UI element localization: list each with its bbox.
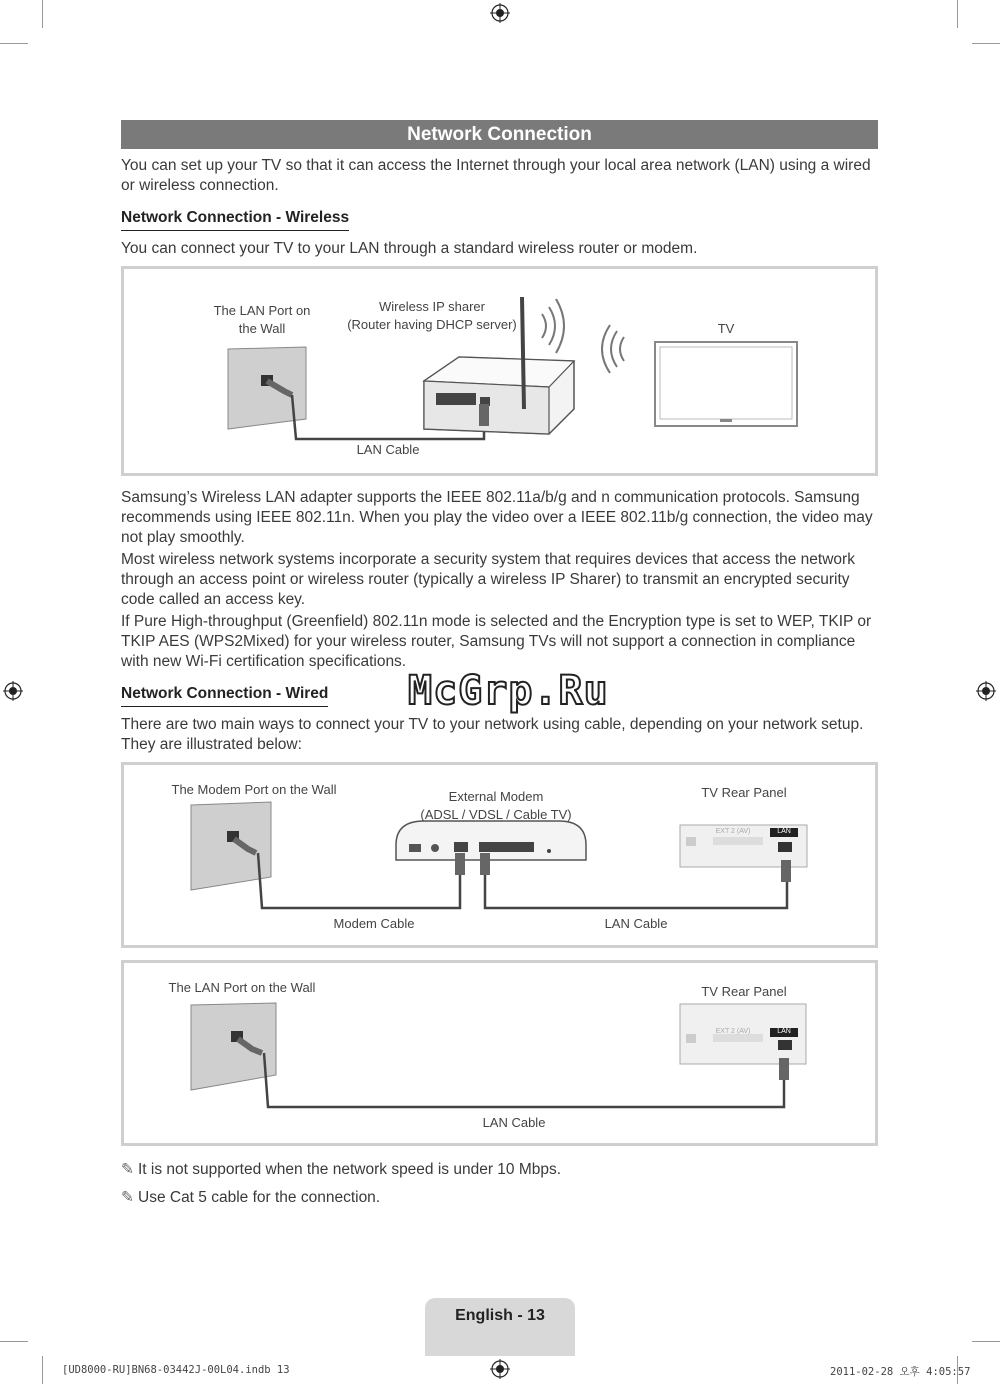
wired-modem-diagram — [121, 762, 878, 948]
wireless-paragraph: Most wireless network systems incorporate a security system that requires devices that access the network through an access point or wireless router (typically a wireless IP Sharer) to transmit an encrypted security code called an access key. — [121, 551, 855, 608]
modem-cable-label: Modem Cable — [333, 916, 415, 931]
pencil-note-icon: ✎ — [121, 1189, 134, 1206]
page-number-tab: English - 13 — [425, 1298, 575, 1356]
tv-rear-panel-label: TV Rear Panel — [701, 785, 787, 800]
wall-port-label: the Wall — [238, 321, 286, 336]
modem-wall-label: The Modem Port on the Wall — [171, 782, 337, 797]
note-item — [121, 1160, 561, 1179]
wireless-paragraph: Samsung’s Wireless LAN adapter supports the IEEE 802.11a/b/g and n communication protocols. Samsung recommends using IEEE 802.11n. When you play the video over a IEEE 802.11b/g connection, the video may not play smoothly. — [121, 489, 873, 546]
router-label: Wireless IP sharer — [379, 299, 485, 314]
wall-port-label: The LAN Port on — [213, 303, 311, 318]
router-label: (Router having DHCP server) — [347, 317, 517, 332]
lan-cable-label: LAN Cable — [604, 916, 668, 931]
intro-paragraph: You can set up your TV so that it can access the Internet through your local area network (LAN) using a wired or wireless connection. — [121, 157, 871, 194]
modem-label: (ADSL / VDSL / Cable TV) — [420, 807, 572, 822]
print-timestamp: 2011-02-28 오후 4:05:57 — [830, 1366, 971, 1378]
crop-mark — [972, 1341, 1000, 1342]
note-text: It is not supported when the network speed is under 10 Mbps. — [138, 1161, 562, 1178]
modem-label: External Modem — [448, 789, 544, 804]
watermark: McGrp.Ru — [408, 668, 609, 714]
ext-port-label: EXT 2 (AV) — [715, 828, 751, 835]
registration-mark-icon — [490, 3, 510, 23]
wired-heading: Network Connection - Wired — [121, 685, 328, 707]
note-text: Use Cat 5 cable for the connection. — [138, 1189, 381, 1206]
note-item — [121, 1188, 380, 1207]
registration-mark-icon — [976, 681, 996, 701]
registration-mark-icon — [3, 681, 23, 701]
crop-mark — [0, 1341, 28, 1342]
crop-mark — [42, 0, 43, 28]
pencil-note-icon: ✎ — [121, 1161, 134, 1178]
wireless-paragraph: If Pure High-throughput (Greenfield) 802.11n mode is selected and the Encryption type is set to WEP, TKIP or TKIP AES (WPS2Mixed) for your wireless router, Samsung TVs will not support a connection in compliance with new Wi-Fi certification specifications. — [121, 613, 872, 670]
crop-mark — [42, 1356, 43, 1384]
wireless-lead: You can connect your TV to your LAN through a standard wireless router or modem. — [121, 240, 698, 257]
tv-rear-panel-label: TV Rear Panel — [701, 984, 787, 999]
crop-mark — [972, 43, 1000, 44]
page-title: Network Connection — [121, 120, 878, 149]
ext-port-label: EXT 2 (AV) — [715, 1028, 751, 1035]
file-info: [UD8000-RU]BN68-03442J-00L04.indb 13 — [62, 1364, 290, 1376]
lan-port-label: LAN — [777, 1028, 791, 1035]
registration-mark-icon — [490, 1359, 510, 1379]
wireless-heading: Network Connection - Wireless — [121, 209, 349, 231]
wireless-diagram — [121, 266, 878, 476]
tv-label: TV — [717, 321, 735, 336]
lan-cable-label: LAN Cable — [482, 1115, 546, 1130]
lan-cable-label: LAN Cable — [356, 442, 420, 457]
lan-port-label: LAN — [777, 828, 791, 835]
crop-mark — [957, 0, 958, 28]
lan-wall-label: The LAN Port on the Wall — [168, 980, 316, 995]
wired-lan-diagram — [121, 960, 878, 1146]
crop-mark — [0, 43, 28, 44]
wired-lead: There are two main ways to connect your TV to your network using cable, depending on your network setup. They are illustrated below: — [121, 716, 864, 753]
